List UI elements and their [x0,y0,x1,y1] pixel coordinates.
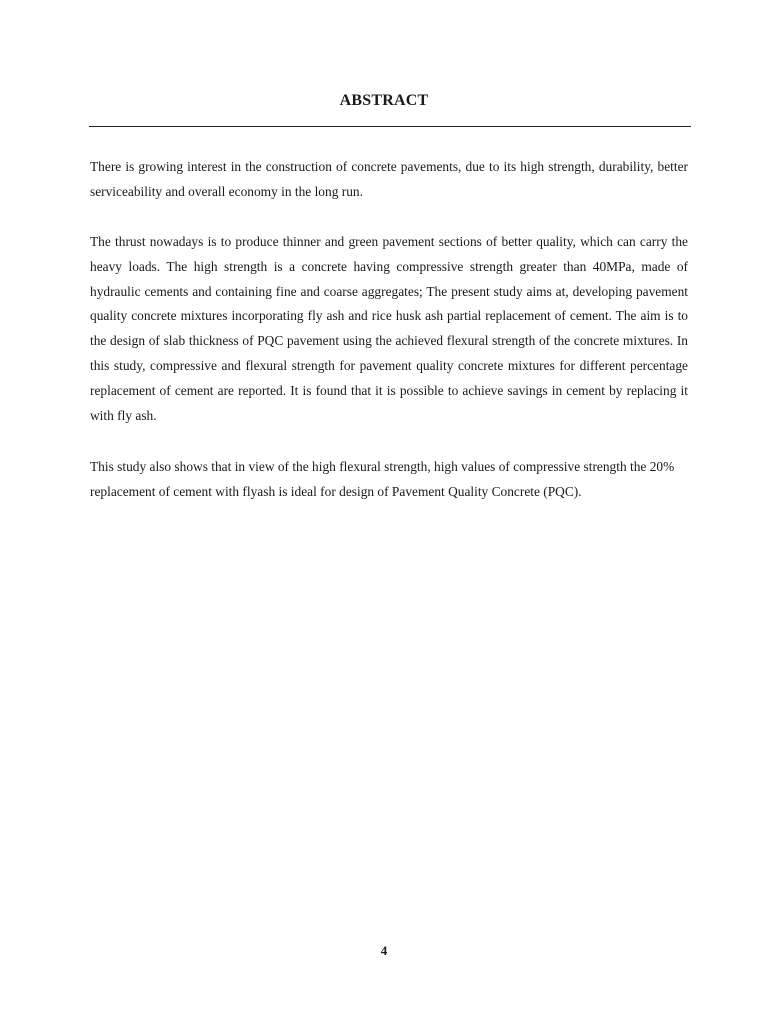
abstract-paragraph-1 [90,155,688,205]
page-title: ABSTRACT [339,92,429,109]
paragraph-text: This study also shows that in view of the high flexural strength, high values of compressive strength the 20% replacement of cement with flyash is ideal for design of Pavement Quality Concrete (PQC). [90,459,675,499]
page-number: 4 [380,943,388,958]
heading-divider [89,126,691,127]
abstract-paragraph-3 [90,455,688,505]
abstract-paragraph-2 [90,230,688,428]
paragraph-text: The thrust nowadays is to produce thinner and green pavement sections of better quality, which can carry the heavy loads. The high strength is a concrete having compressive strength greater than 40MPa, made of hydraulic cements and containing fine and coarse aggregates; The present study aims at, developing pavement quality concrete mixtures incorporating fly ash and rice husk ash partial replacement of cement. The aim is to the design of slab thickness of PQC pavement using the achieved flexural strength of the concrete mixtures. In this study, compressive and flexural strength for pavement quality concrete mixtures for different percentage replacement of cement are reported. It is found that it is possible to achieve savings in cement by replacing it with fly ash. [90,234,688,423]
paragraph-text: There is growing interest in the construction of concrete pavements, due to its high strength, durability, better serviceability and overall economy in the long run. [90,159,688,199]
